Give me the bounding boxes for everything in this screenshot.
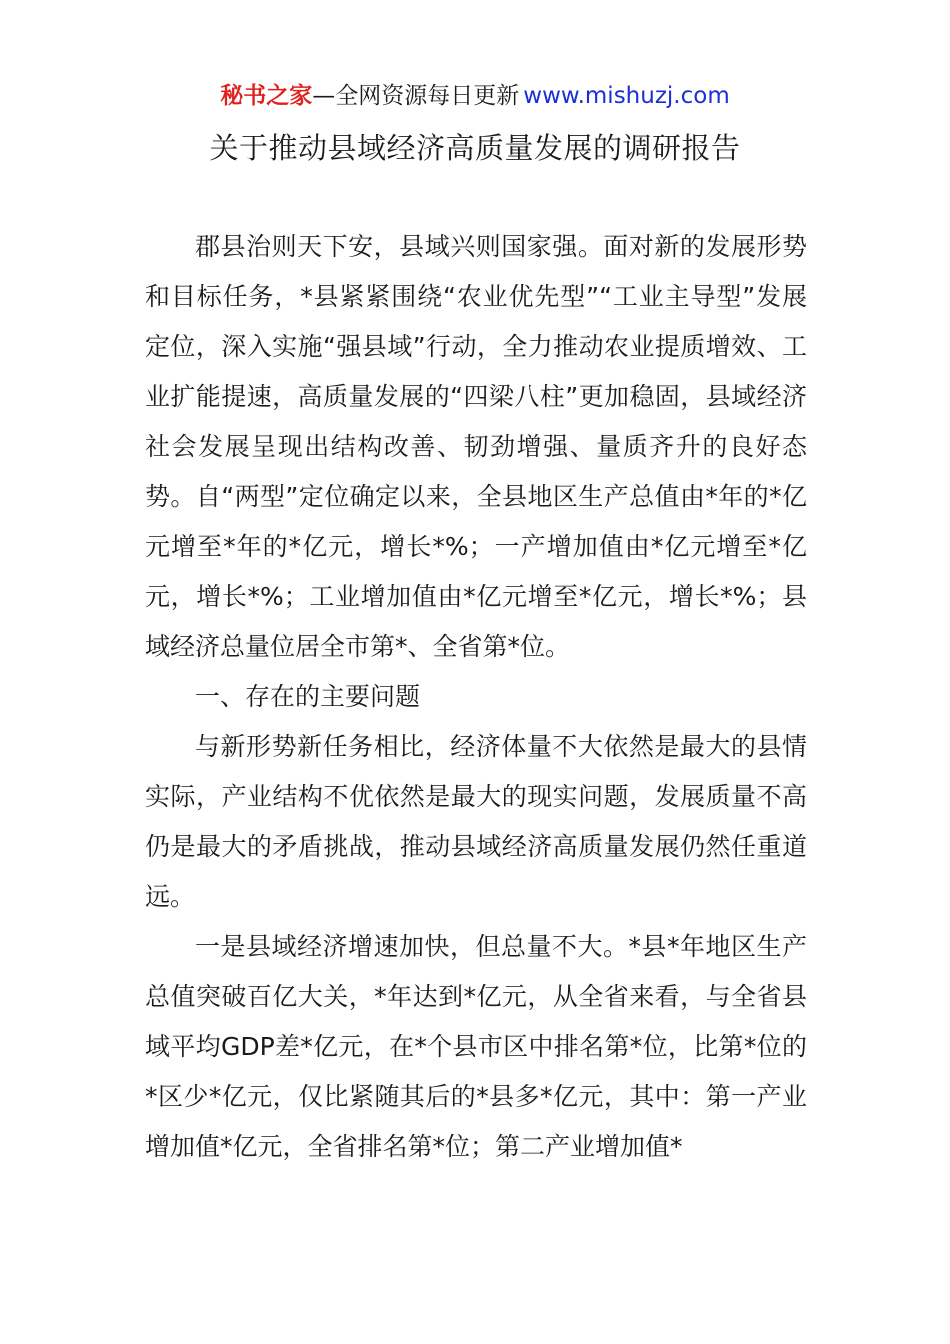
- site-header: [0, 80, 950, 112]
- brand-name: 秘书之家: [220, 83, 313, 109]
- site-url-link[interactable]: www.mishuzj.com: [523, 83, 730, 109]
- section-heading: 一、存在的主要问题: [195, 682, 421, 711]
- section-paragraph: 与新形势新任务相比，经济体量不大依然是最大的县情实际，产业结构不优依然是最大的现实问题，发展质量不高仍是最大的矛盾挑战，推动县域经济高质量发展仍然任重道远。: [145, 732, 807, 911]
- document-title: 关于推动县域经济高质量发展的调研报告: [209, 131, 741, 165]
- header-slogan: —全网资源每日更新: [312, 83, 520, 109]
- document-body: [145, 222, 807, 1172]
- point-one-paragraph: 一是县域经济增速加快，但总量不大。*县*年地区生产总值突破百亿大关，*年达到*亿元，从全省来看，与全省县域平均GDP差*亿元，在*个县市区中排名第*位，比第*位的*区少*亿元，仅比紧随其后的*县多*亿元，其中：第一产业增加值*亿元，全省排名第*位；第二产业增加值*: [145, 932, 807, 1161]
- intro-paragraph: 郡县治则天下安，县域兴则国家强。面对新的发展形势和目标任务，*县紧紧围绕“农业优先型”“工业主导型”发展定位，深入实施“强县域”行动，全力推动农业提质增效、工业扩能提速，高质量发展的“四梁八柱”更加稳固，县域经济社会发展呈现出结构改善、韧劲增强、量质齐升的良好态势。自“两型”定位确定以来，全县地区生产总值由*年的*亿元增至*年的*亿元，增长*%；一产增加值由*亿元增至*亿元，增长*%；工业增加值由*亿元增至*亿元，增长*%；县域经济总量位居全市第*、全省第*位。: [145, 232, 807, 661]
